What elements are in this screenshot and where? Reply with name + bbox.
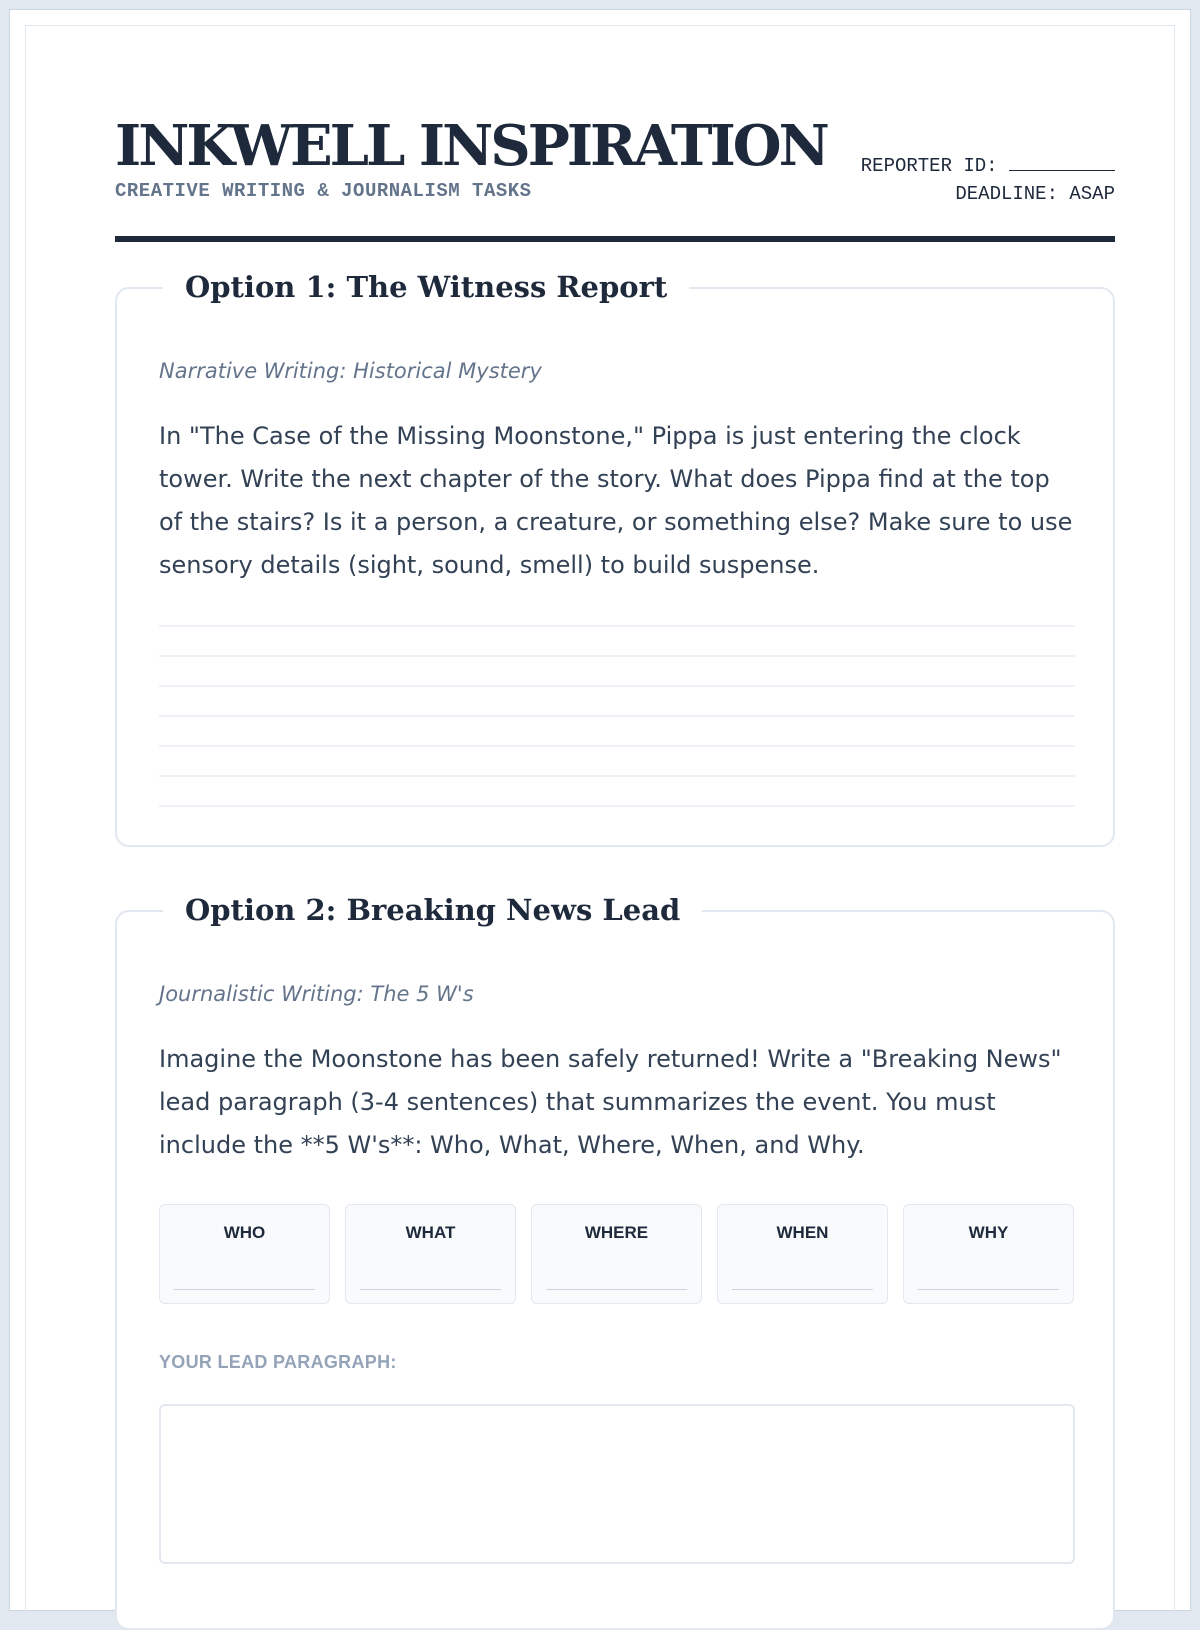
where-box[interactable] — [531, 1204, 702, 1304]
who-answer-line — [174, 1289, 315, 1290]
page-subtitle: CREATIVE WRITING & JOURNALISM TASKS — [115, 180, 532, 202]
option2-title: Option 2: Breaking News Lead — [163, 876, 702, 944]
why-label: WHY — [968, 1223, 1009, 1242]
option2-card — [115, 893, 1115, 1630]
when-answer-line — [732, 1289, 873, 1290]
lead-paragraph-label: YOUR LEAD PARAGRAPH: — [159, 1352, 397, 1372]
five-ws-row — [159, 1204, 1075, 1306]
option1-genre: Narrative Writing: Historical Mystery — [159, 359, 542, 383]
who-box[interactable] — [159, 1204, 330, 1304]
writing-line — [159, 745, 1075, 747]
page-title: INKWELL INSPIRATION — [115, 113, 827, 179]
when-box[interactable] — [717, 1204, 888, 1304]
option2-genre: Journalistic Writing: The 5 W's — [159, 982, 474, 1006]
writing-line — [159, 685, 1075, 687]
why-answer-line — [918, 1289, 1059, 1290]
option2-prompt: Imagine the Moonstone has been safely returned! Write a "Breaking News" lead paragraph (3-4 sentences) that summarizes the event. You must include the **5 W's**: Who, What, Where, When, and Why. — [159, 1045, 1062, 1159]
what-answer-line — [360, 1289, 501, 1290]
writing-line — [159, 715, 1075, 717]
worksheet-page — [10, 10, 1190, 1610]
deadline-text: DEADLINE: ASAP — [955, 183, 1115, 205]
reporter-id-row — [861, 152, 1115, 180]
when-label: WHEN — [776, 1223, 829, 1242]
reporter-id-blank[interactable] — [1009, 152, 1115, 171]
option1-card — [115, 270, 1115, 847]
what-box[interactable] — [345, 1204, 516, 1304]
what-label: WHAT — [405, 1223, 456, 1242]
writing-line — [159, 655, 1075, 657]
why-box[interactable] — [903, 1204, 1074, 1304]
who-label: WHO — [223, 1223, 266, 1242]
reporter-id-label: REPORTER ID: — [860, 155, 998, 177]
masthead-meta — [861, 152, 1115, 208]
writing-line — [159, 805, 1075, 807]
where-label: WHERE — [584, 1223, 649, 1242]
lead-paragraph-box[interactable] — [159, 1404, 1075, 1564]
writing-line — [159, 775, 1075, 777]
option1-prompt: In "The Case of the Missing Moonstone," Pippa is just entering the clock tower. Write the next chapter of the story. What does Pippa find at the top of the stairs? Is it a person, a creature, or something else? Make sure to use sensory details (sight, sound, smell) to build suspense. — [159, 422, 1073, 579]
writing-line — [159, 625, 1075, 627]
masthead — [115, 110, 1115, 242]
where-answer-line — [546, 1289, 687, 1290]
option1-title: Option 1: The Witness Report — [163, 253, 689, 321]
option1-writing-lines[interactable] — [159, 625, 1075, 835]
